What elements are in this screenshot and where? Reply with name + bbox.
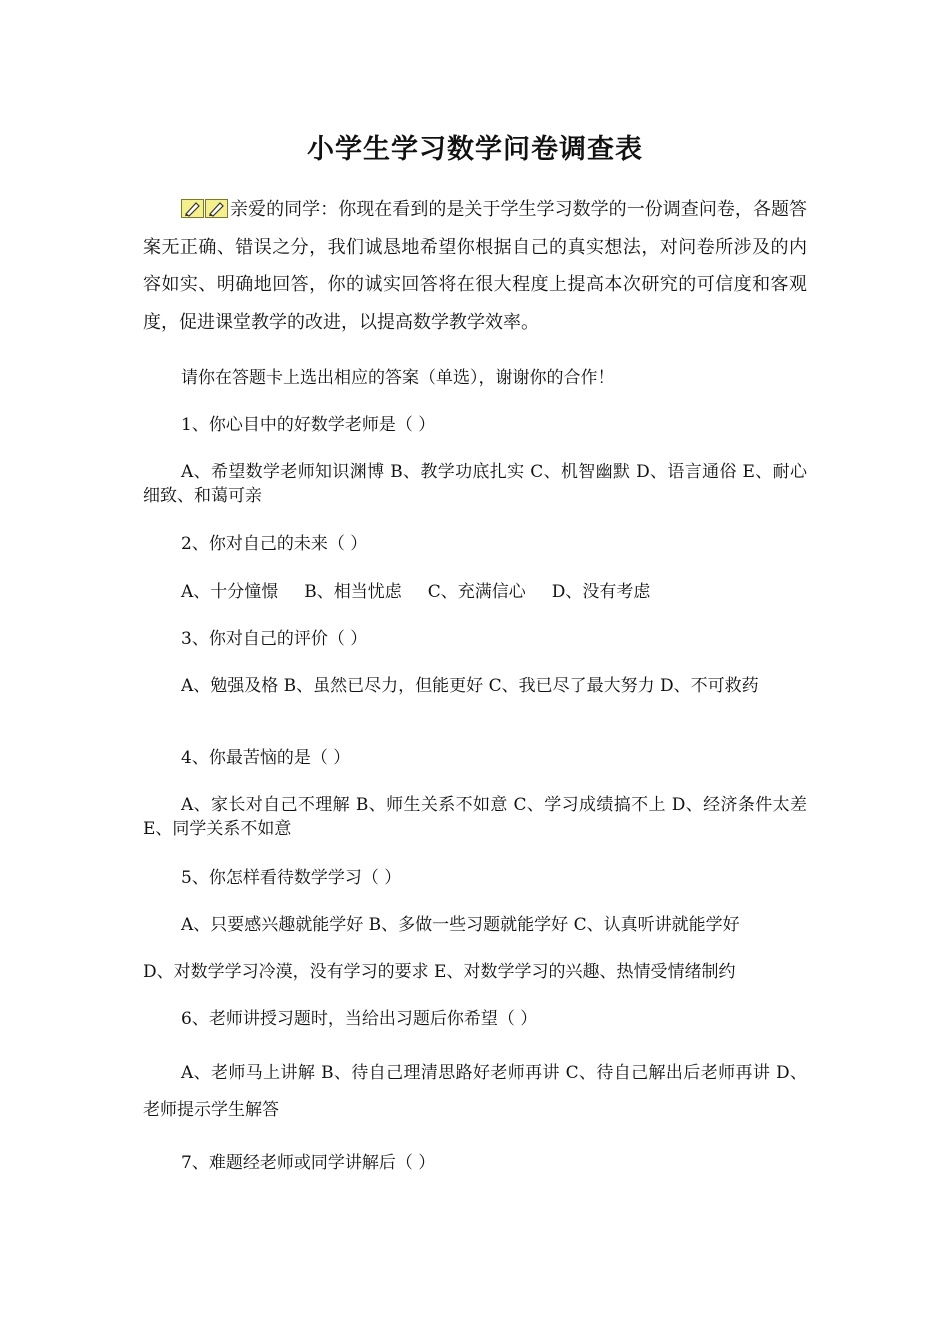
question-4-options: A、家长对自己不理解 B、师生关系不如意 C、学习成绩搞不上 D、经济条件太差 E、同学关系不如意 — [143, 795, 807, 839]
question-5-options-line-2: D、对数学学习冷漠，没有学习的要求 E、对数学学习的兴趣、热情受情绪制约 — [143, 962, 736, 982]
question-2-options — [143, 580, 807, 604]
question-3: 3、你对自己的评价（ ） — [181, 629, 368, 649]
question-2-option-c: C、充满信心 — [427, 582, 526, 602]
question-6: 6、老师讲授习题时，当给出习题后你希望（ ） — [181, 1009, 538, 1029]
question-1-options: A、希望数学老师知识渊博 B、教学功底扎实 C、机智幽默 D、语言通俗 E、耐心细致、和蔼可亲 — [143, 462, 807, 506]
question-5: 5、你怎样看待数学学习（ ） — [181, 868, 402, 888]
question-4: 4、你最苦恼的是（ ） — [181, 748, 351, 768]
question-6-options: A、老师马上讲解 B、待自己理清思路好老师再讲 C、待自己解出后老师再讲 D、老师提示学生解答 — [143, 1063, 807, 1120]
question-2-option-d: D、没有考虑 — [551, 582, 651, 602]
question-1: 1、你心目中的好数学老师是（ ） — [181, 415, 436, 435]
question-5-options-line-1: A、只要感兴趣就能学好 B、多做一些习题就能学好 C、认真听讲就能学好 — [181, 915, 740, 935]
question-2-option-b: B、相当忧虑 — [304, 582, 402, 602]
instruction-text: 请你在答题卡上选出相应的答案（单选），谢谢你的合作！ — [181, 368, 615, 388]
question-3-options: A、勉强及格 B、虽然已尽力，但能更好 C、我已尽了最大努力 D、不可救药 — [181, 676, 759, 696]
question-7: 7、难题经老师或同学讲解后（ ） — [181, 1153, 436, 1173]
page-title: 小学生学习数学问卷调查表 — [307, 134, 643, 165]
intro-text: 亲爱的同学：你现在看到的是关于学生学习数学的一份调查问卷，各题答案无正确、错误之分，我们诚恳地希望你根据自己的真实想法，对问卷所涉及的内容如实、明确地回答，你的诚实回答将在很大程度上提高本次研究的可信度和客观度，促进课堂教学的改进，以提高数学教学效率。 — [143, 199, 807, 333]
question-2: 2、你对自己的未来（ ） — [181, 534, 368, 554]
pencil-icon — [181, 194, 228, 213]
intro-paragraph — [143, 191, 807, 341]
question-2-option-a: A、十分憧憬 — [181, 582, 279, 602]
